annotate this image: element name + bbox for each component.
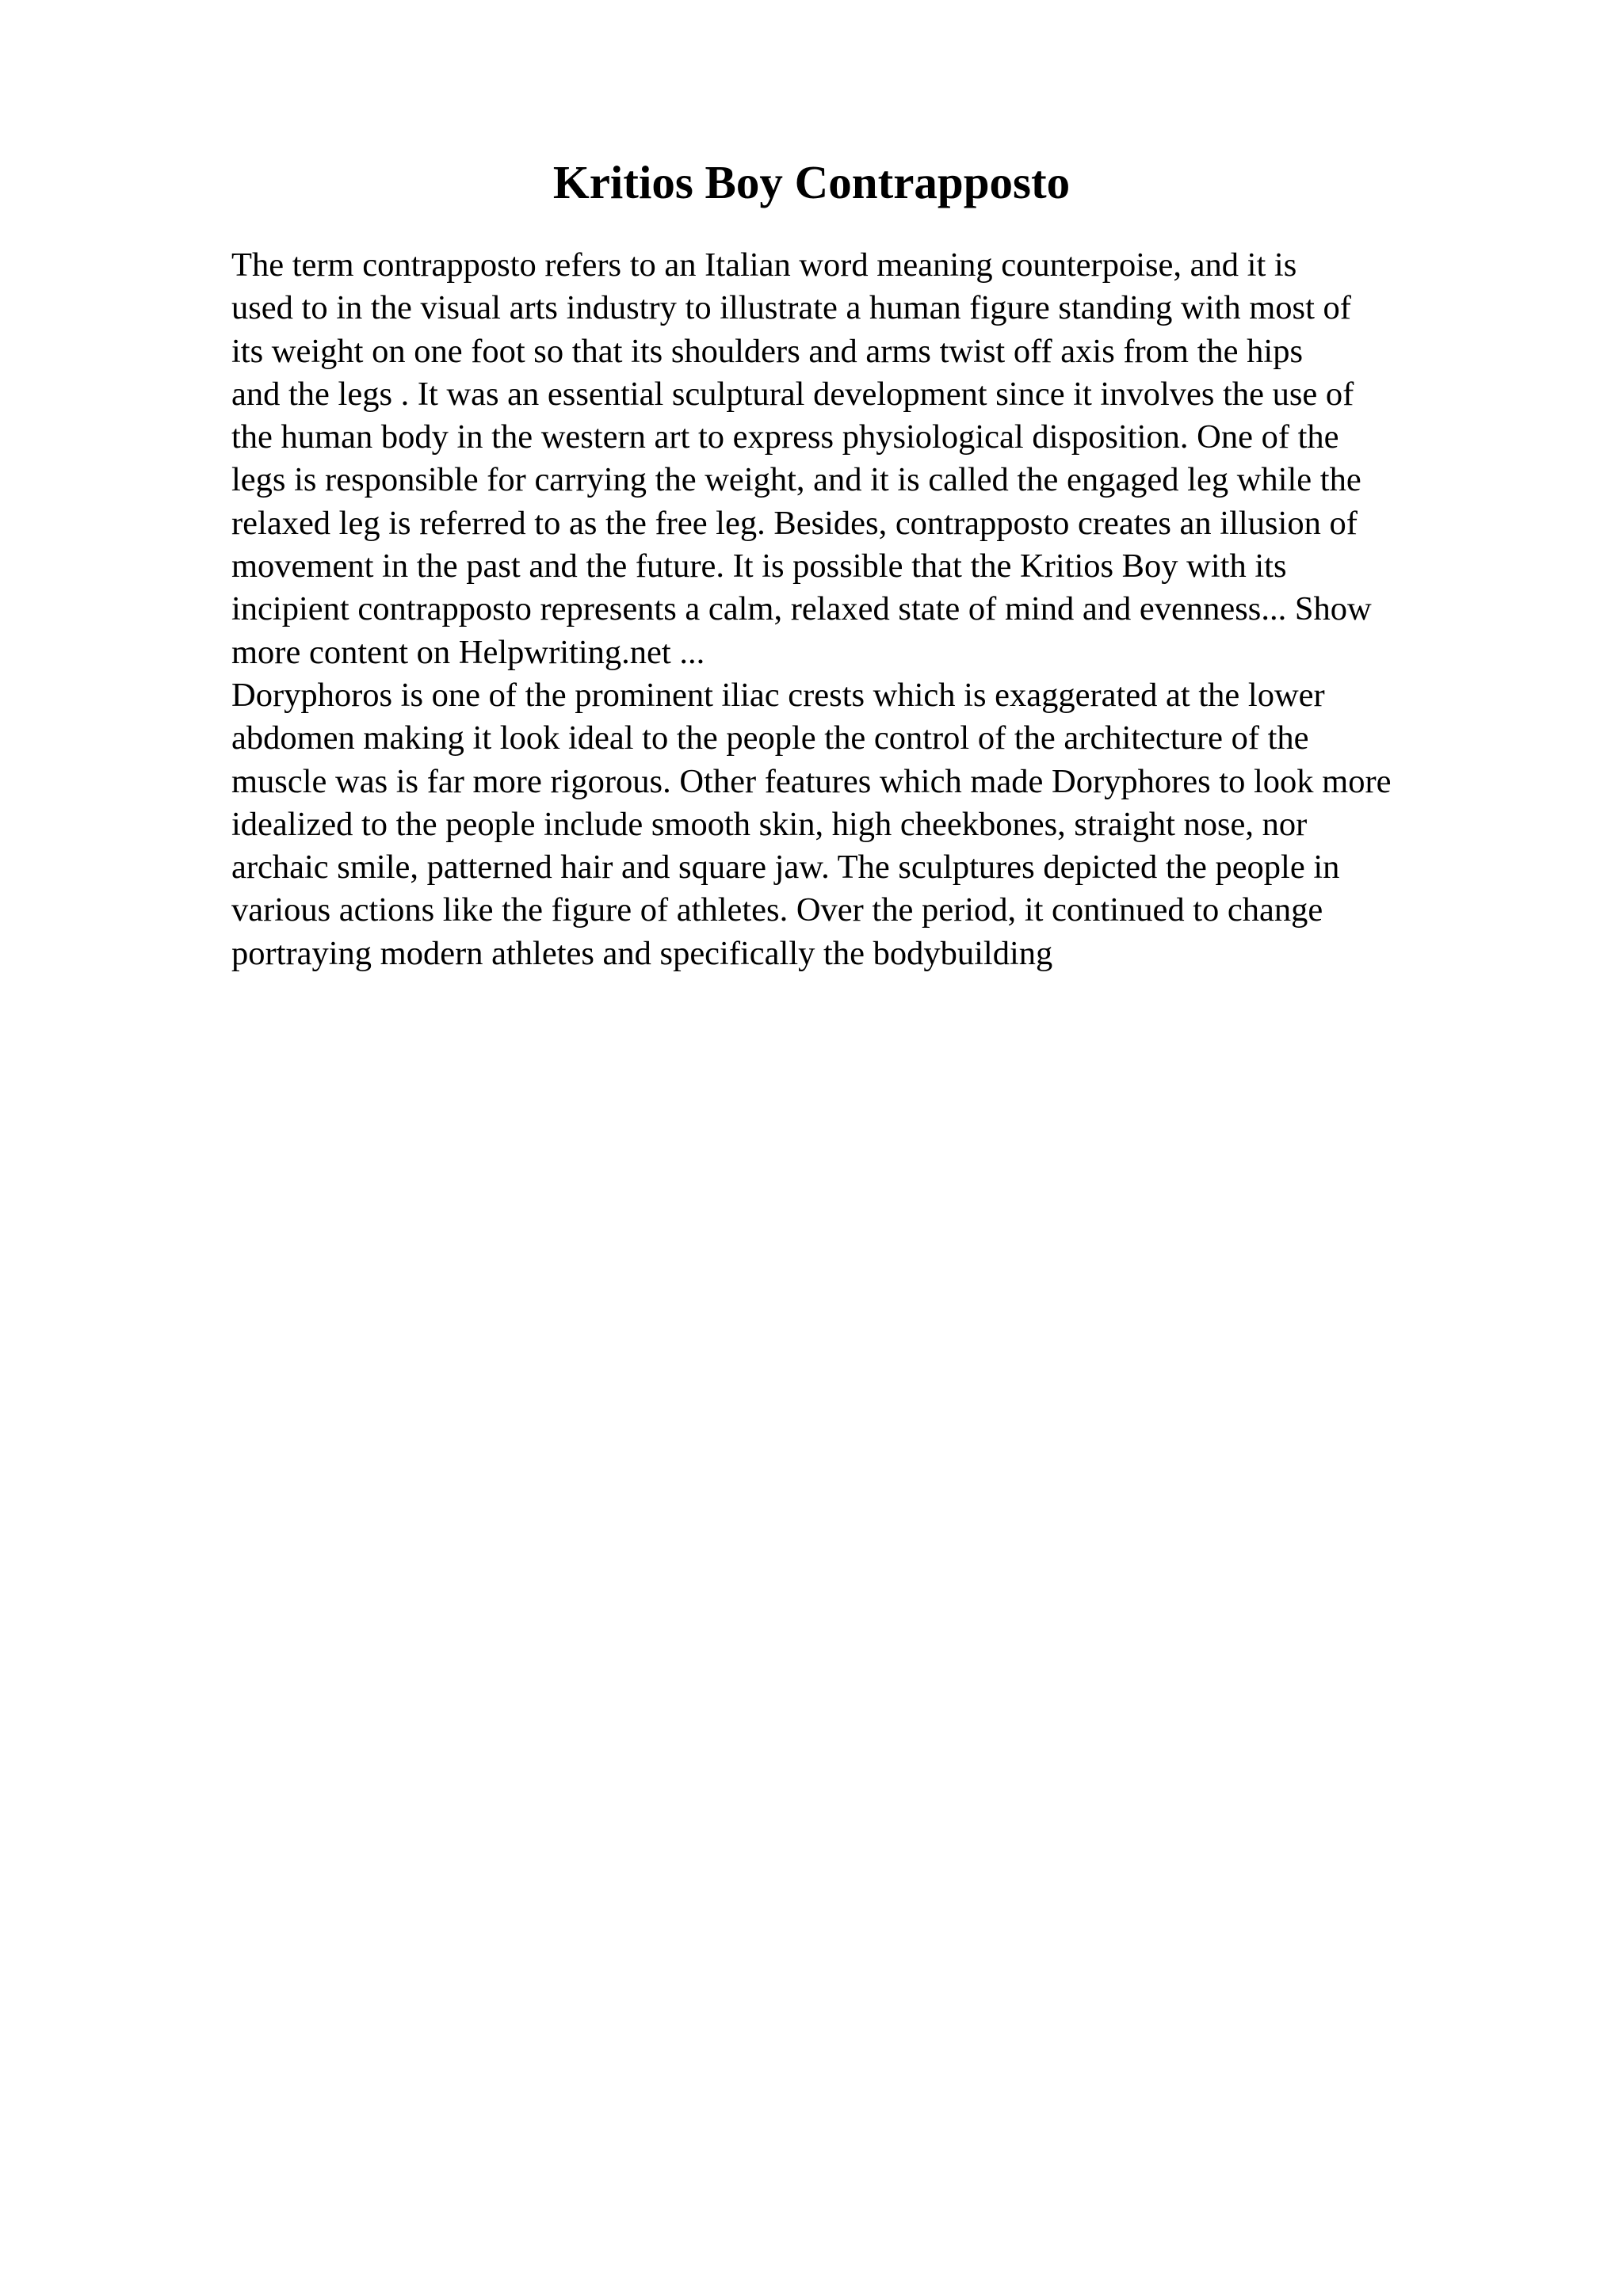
- document-body: [231, 244, 1594, 975]
- body-line: used to in the visual arts industry to illustrate a human figure standing with most of: [231, 289, 1351, 327]
- body-line: and the legs . It was an essential sculptural development since it involves the use of: [231, 375, 1354, 413]
- body-line: legs is responsible for carrying the weight, and it is called the engaged leg while the: [231, 461, 1361, 499]
- body-line: Doryphoros is one of the prominent iliac crests which is exaggerated at the lower: [231, 676, 1325, 714]
- body-line: incipient contrapposto represents a calm, relaxed state of mind and evenness... Show: [231, 590, 1372, 628]
- body-line: archaic smile, patterned hair and square jaw. The sculptures depicted the people in: [231, 849, 1340, 887]
- document-title: Kritios Boy Contrapposto: [552, 156, 1071, 208]
- body-line: The term contrapposto refers to an Italian word meaning counterpoise, and it is: [231, 246, 1297, 284]
- body-line: its weight on one foot so that its shoulders and arms twist off axis from the hips: [231, 332, 1303, 370]
- body-line: more content on Helpwriting.net ...: [231, 633, 705, 671]
- body-line: relaxed leg is referred to as the free leg. Besides, contrapposto creates an illusion of: [231, 504, 1358, 542]
- body-line: muscle was is far more rigorous. Other features which made Doryphores to look more: [231, 762, 1392, 800]
- body-line: various actions like the figure of athletes. Over the period, it continued to change: [231, 891, 1323, 929]
- body-line: abdomen making it look ideal to the people the control of the architecture of the: [231, 719, 1309, 757]
- body-line: movement in the past and the future. It is possible that the Kritios Boy with its: [231, 547, 1287, 585]
- body-line: portraying modern athletes and specifically the bodybuilding: [231, 934, 1053, 972]
- body-line: the human body in the western art to express physiological disposition. One of the: [231, 418, 1339, 456]
- body-line: idealized to the people include smooth skin, high cheekbones, straight nose, nor: [231, 805, 1308, 843]
